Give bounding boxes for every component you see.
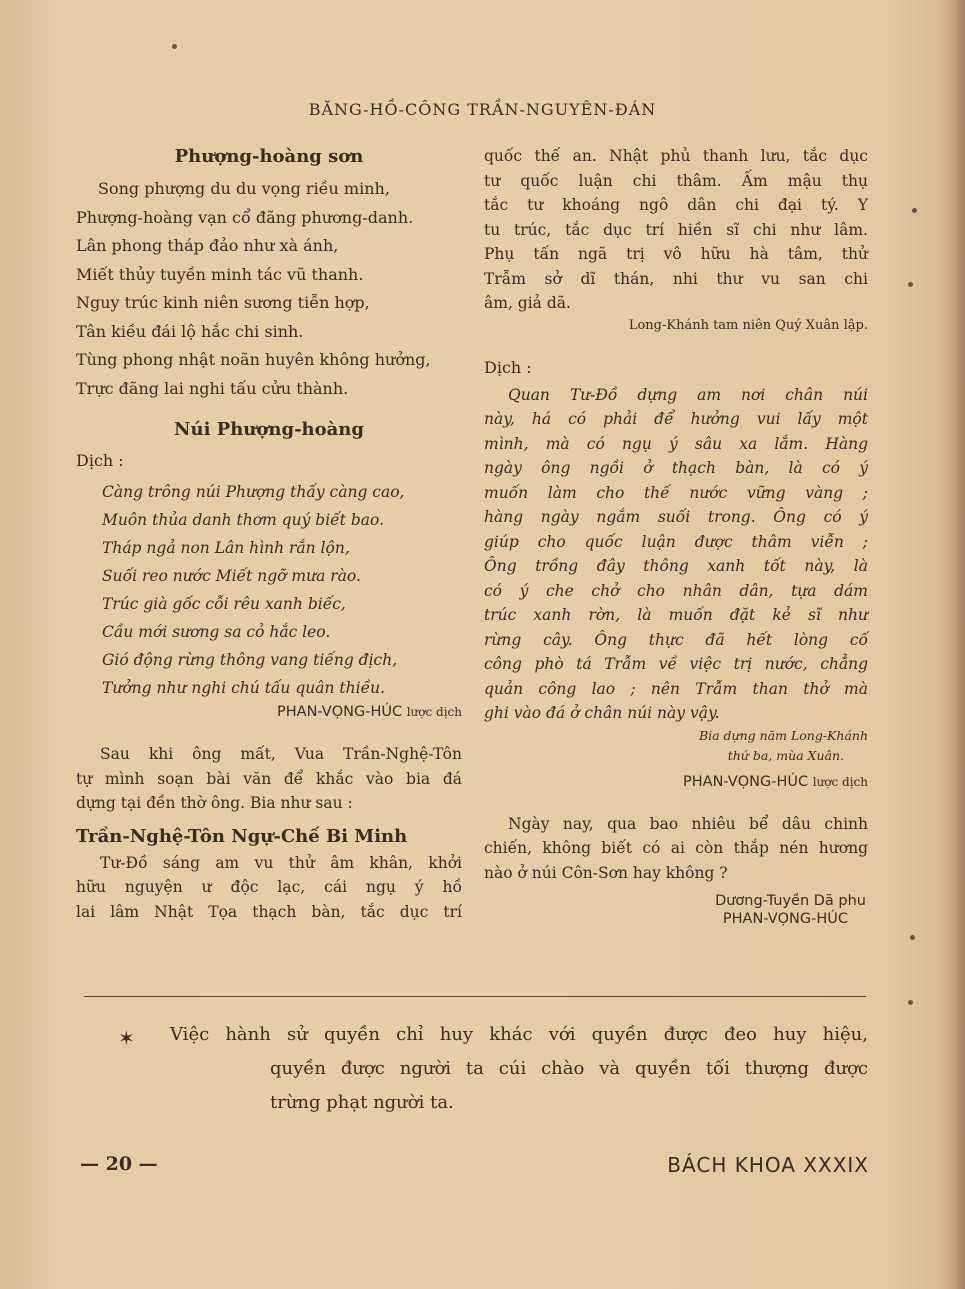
dich-label: Dịch : [484, 357, 532, 377]
poem-line: Tùng phong nhật noãn huyên không hưởng, [76, 350, 431, 369]
dich-label: Dịch : [76, 451, 124, 470]
signature-name: PHAN-VỌNG-HÚC [722, 911, 848, 927]
signature-place: Dương-Tuyền Dã phu [715, 893, 866, 909]
translation-line: công phò tá Trẫm về việc trị nước, chẳng [484, 655, 868, 673]
left-column [76, 144, 462, 924]
poem1-title: Phượng-hoàng sơn [174, 146, 364, 167]
right-column [484, 144, 868, 927]
prose-line: Trẫm sở dĩ thán, nhi thư vu san chi [484, 269, 868, 288]
poem1 [76, 175, 462, 403]
poem-line: Tân kiều đái lộ hắc chi sinh. [76, 321, 304, 341]
running-head: BĂNG-HỒ-CÔNG TRẦN-NGUYÊN-ĐÁN [308, 100, 657, 119]
poem-line: Nguy trúc kinh niên sương tiễn hợp, [76, 293, 370, 312]
inscription-continued [484, 144, 868, 316]
prose-line: Tư-Đồ sáng am vu thử âm khân, khởi [100, 853, 462, 872]
translation-line: ghi vào đá ở chân núi này vậy. [484, 704, 720, 722]
poem-line: Càng trông núi Phượng thấy càng cao, [102, 483, 405, 501]
poem-line: Song phượng du du vọng riều minh, [98, 179, 390, 198]
prose-line: Sau khi ông mất, Vua Trần-Nghệ-Tôn [100, 745, 462, 763]
translator-credit [76, 704, 462, 720]
paper-speck [908, 1000, 913, 1005]
prose-line: lai lâm Nhật Tọa thạch bàn, tắc dục trí [76, 902, 462, 921]
poem-line: Tưởng như nghi chú tấu quân thiều. [102, 679, 386, 697]
translation-line: trúc xanh rờn, là muốn đặt kẻ sĩ như [484, 606, 868, 624]
inscription-title: Trần-Nghệ-Tôn Ngự-Chế Bi Minh [76, 825, 408, 847]
translation-line: hàng ngày ngắm suối trong. Ông có ý [484, 508, 868, 526]
poem-line: Trực đãng lai nghi tấu cửu thành. [76, 378, 349, 398]
poem2-title: Núi Phượng-hoàng [174, 419, 364, 440]
prose-line: âm, giả dã. [484, 294, 571, 312]
poem-line: Lân phong tháp đảo như xà ánh, [76, 236, 339, 255]
paper-speck [912, 208, 917, 213]
inscription-note-line: Bia dựng năm Long-Khánh [698, 727, 868, 743]
poem-line: Suối reo nước Miết ngỡ mưa rào. [102, 567, 361, 585]
translation-line: muốn làm cho thế nước vững vàng ; [484, 483, 868, 502]
page-edge-shadow [939, 0, 965, 1289]
translation-line: mình, mà có ngụ ý sâu xa lắm. Hàng [484, 434, 868, 453]
translation-line: giúp cho quốc luận được thâm viễn ; [484, 532, 868, 551]
prose-line: Ngày nay, qua bao nhiêu bể dâu chinh [508, 814, 868, 833]
translator-note: lược dịch [812, 774, 868, 789]
date-note: Long-Khánh tam niên Quý Xuân lập. [628, 317, 868, 333]
poem-line: Tháp ngả non Lân hình rắn lộn, [102, 539, 350, 557]
paper-speck [910, 935, 915, 940]
quote-line: quyền được người ta cúi chào và quyền tối thượng được [270, 1058, 868, 1079]
prose-line: dựng tại đền thờ ông. Bia như sau : [76, 794, 353, 812]
paper-speck [172, 44, 177, 49]
prose-line: tắc tư khoáng ngô dân chi đại tý. Y [484, 196, 868, 214]
translation-line: có ý che chở cho nhân dân, tựa dám [484, 581, 868, 600]
divider-rule [84, 996, 866, 997]
star-ornament-icon: ✶ [118, 1026, 135, 1050]
quote-line: trừng phạt người ta. [270, 1092, 454, 1113]
translation-line: quản công lao ; nên Trẫm than thở mà [484, 679, 868, 698]
prose-line: hữu nguyện ư độc lạc, cái ngụ ý hồ [76, 878, 462, 896]
prose-line: tự mình soạn bài văn để khắc vào bia đá [76, 769, 462, 788]
prose-line: quốc thế an. Nhật phủ thanh lưu, tắc dục [484, 147, 868, 165]
translator-credit [484, 774, 868, 790]
poem-line: Miết thủy tuyền minh tác vũ thanh. [76, 264, 364, 284]
poem-line: Phượng-hoàng vạn cổ đãng phương-danh. [76, 207, 414, 227]
inscription-note-line: thứ ba, mùa Xuân. [727, 747, 844, 763]
poem-line: Trúc già gốc cỗi rêu xanh biếc, [102, 595, 346, 613]
inscription-text [76, 851, 462, 925]
page-number: — 20 — [80, 1153, 158, 1175]
translator-name: PHAN-VỌNG-HÚC [277, 704, 403, 720]
quote-line: Việc hành sử quyền chỉ huy khác với quyền được đeo huy hiệu, [170, 1024, 868, 1045]
prose-line: nào ở núi Côn-Sơn hay không ? [484, 863, 728, 882]
translation-text [484, 383, 868, 726]
poem-line: Cầu mới sương sa cỏ hắc leo. [102, 623, 331, 641]
closing-text [484, 812, 868, 886]
translation-line: Ông trồng đây thông xanh tốt này, là [484, 557, 868, 575]
poem-line: Gió động rừng thông vang tiếng địch, [102, 651, 398, 669]
poem2 [76, 478, 462, 702]
prose-line: chiến, không biết có ai còn thắp nén hương [484, 839, 868, 857]
paper-speck [908, 282, 913, 287]
inscription-note [484, 726, 868, 766]
prose-line: tu trúc, tắc dục trí hiền sĩ chi như lâm. [484, 220, 868, 239]
poem-line: Muôn thủa danh thơm quý biết bao. [102, 511, 384, 529]
prose-intro [76, 742, 462, 816]
journal-name: BÁCH KHOA XXXIX [667, 1153, 869, 1177]
prose-line: Phụ tấn ngã trị vô hữu hà tâm, thử [484, 245, 868, 263]
translator-note: lược dịch [406, 705, 462, 719]
prose-line: tư quốc luận chi thâm. Ấm mậu thụ [484, 171, 868, 190]
translation-line: này, há có phải để hưởng vui lấy một [484, 410, 868, 428]
translation-line: ngày ông ngồi ở thạch bàn, là có ý [484, 459, 868, 477]
translation-line: rừng cây. Ông thực đã hết lòng cố [484, 630, 868, 649]
translation-line: Quan Tư-Đồ dựng am nơi chân núi [508, 385, 868, 404]
translator-name: PHAN-VỌNG-HÚC [683, 773, 809, 790]
